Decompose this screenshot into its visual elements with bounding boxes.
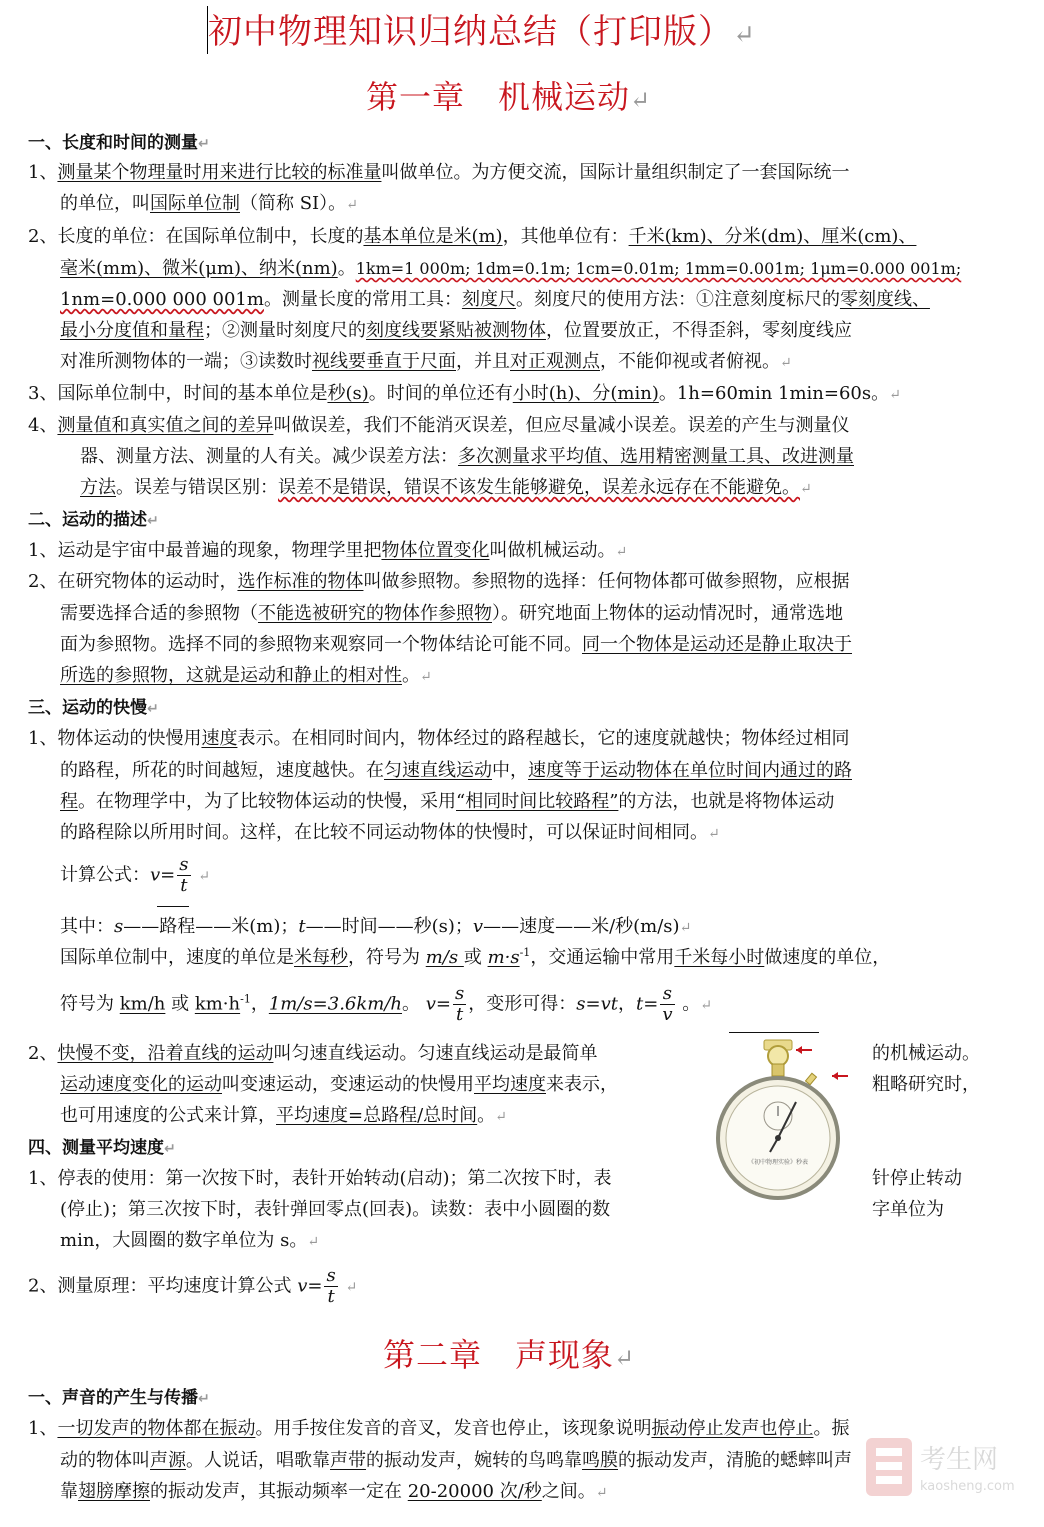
formula-rule (157, 906, 189, 907)
paragraph-line: 4、测量值和真实值之间的差异叫做误差，我们不能消灭误差，但应尽量减小误差。误差的产生与测量仪 (28, 415, 850, 436)
paragraph-line: 字单位为 (872, 1199, 944, 1220)
fraction-s-over-t: $\frac{s}{t}$ (326, 1265, 336, 1307)
svg-text:kaosheng.com: kaosheng.com (920, 1479, 1015, 1494)
paragraph-line: 2、在研究物体的运动时，选作标准的物体叫做参照物。参照物的选择：任何物体都可做参照物，应根据 (28, 571, 850, 592)
paragraph-line: 需要选择合适的参照物（不能选被研究的物体作参照物）。研究地面上物体的运动情况时，通常选地 (60, 603, 843, 624)
paragraph-line: 其中：s——路程——米(m)；t——时间——秒(s)；v——速度——米/秒(m/s)↵ (60, 916, 692, 937)
paragraph-line: 的路程，所花的时间越短，速度越快。在匀速直线运动中，速度等于运动物体在单位时间内通过的路 (60, 760, 852, 781)
section-heading: 三、运动的快慢↵ (28, 698, 159, 718)
paragraph-line: 也可用速度的公式来计算，平均速度=总路程/总时间。↵ (60, 1105, 507, 1126)
paragraph-line: 1、运动是宇宙中最普遍的现象，物理学里把物体位置变化叫做机械运动。↵ (28, 540, 628, 561)
paragraph-line: 1、物体运动的快慢用速度表示。在相同时间内，物体经过的路程越长，它的速度就越快；物体经过相同 (28, 728, 850, 749)
paragraph-line: 程。在物理学中，为了比较物体运动的快慢，采用“相同时间比较路程”的方法，也就是将物体运动 (60, 791, 835, 812)
paragraph-line: 最小分度值和量程；②测量时刻度尺的刻度线要紧贴被测物体，位置要放正，不得歪斜，零刻度线应 (60, 320, 852, 341)
paragraph-line: 粗略研究时， (872, 1074, 980, 1095)
paragraph-line: 的单位，叫国际单位制（简称 SI）。↵ (60, 193, 358, 214)
paragraph-line: 国际单位制中，速度的单位是米每秒，符号为 m/s 或 $m\cdot s^{-1}$，交通运输中常用千米每小时做速度的单位， (60, 946, 891, 968)
stopwatch-illustration (712, 1036, 862, 1206)
figure-rule (729, 1032, 819, 1033)
paragraph-line: 1nm=0.000 000 001m。测量长度的常用工具：刻度尺。刻度尺的使用方法：①注意刻度标尺的零刻度线、 (60, 289, 930, 310)
formula-line: 2、测量原理：平均速度计算公式 v= $\frac{s}{t}$ ↵ (28, 1265, 358, 1307)
paragraph-line: 运动速度变化的运动叫变速运动，变速运动的快慢用平均速度来表示， (60, 1074, 618, 1095)
kaosheng-watermark-logo (862, 1432, 1022, 1504)
chapter-1-title: 第一章 机械运动↵ (366, 78, 652, 116)
chapter-2-title: 第二章 声现象↵ (383, 1336, 636, 1374)
paragraph-line: 3、国际单位制中，时间的基本单位是秒(s)。时间的单位还有小时(h)、分(min)。1h=60min 1min=60s。↵ (28, 383, 901, 404)
paragraph-line: 1、一切发声的物体都在振动。用手按住发音的音叉，发音也停止，该现象说明振动停止发声也停止。振 (28, 1418, 850, 1439)
fraction-s-over-v: $\frac{s}{v}$ (662, 983, 673, 1025)
section-heading: 一、声音的产生与传播↵ (28, 1388, 210, 1408)
paragraph-line: 面为参照物。选择不同的参照物来观察同一个物体结论可能不同。同一个物体是运动还是静止取决于 (60, 634, 852, 655)
paragraph-line: 动的物体叫声源。人说话，唱歌靠声带的振动发声，婉转的鸟鸣靠鸣膜的振动发声，清脆的蟋蟀叫声 (60, 1450, 852, 1471)
paragraph-line: 针停止转动 (872, 1168, 962, 1189)
paragraph-line: 的路程除以所用时间。这样，在比较不同运动物体的快慢时，可以保证时间相同。↵ (60, 822, 720, 843)
paragraph-line: 器、测量方法、测量的人有关。减少误差方法：多次测量求平均值、选用精密测量工具、改进测量 (80, 446, 854, 467)
paragraph-line: 毫米(mm)、微米(μm)、纳米(nm)。1km=1 000m; 1dm=0.1m; 1cm=0.01m; 1mm=0.001m; 1μm=0.000 001m; (60, 258, 962, 279)
fraction-s-over-t: $\frac{s}{t}$ (455, 983, 465, 1025)
doc-title: 初中物理知识归纳总结（打印版）↵ (208, 12, 756, 52)
fraction-s-over-t: $\frac{s}{t}$ (179, 854, 189, 896)
paragraph-line: 1、停表的使用：第一次按下时，表针开始转动(启动)；第二次按下时，表 (28, 1168, 612, 1189)
paragraph-line: 对准所测物体的一端；③读数时视线要垂直于尺面，并且对正观测点，不能仰视或者俯视。↵ (60, 351, 792, 372)
paragraph-line: 所选的参照物，这就是运动和静止的相对性。↵ (60, 665, 432, 686)
svg-text:《初中物理实验》秒表: 《初中物理实验》秒表 (747, 1159, 809, 1166)
paragraph-line: 2、快慢不变，沿着直线的运动叫匀速直线运动。匀速直线运动是最简单 (28, 1043, 598, 1064)
section-heading: 一、长度和时间的测量↵ (28, 133, 210, 153)
formula-line: 计算公式：v= $\frac{s}{t}$ ↵ (60, 854, 210, 896)
section-heading: 二、运动的描述↵ (28, 510, 159, 530)
paragraph-line: min，大圆圈的数字单位为 s。↵ (60, 1230, 320, 1251)
section-heading: 四、测量平均速度↵ (28, 1138, 176, 1158)
paragraph-line: (停止)；第三次按下时，表针弹回零点(回表)。读数：表中小圆圈的数 (60, 1199, 611, 1220)
paragraph-line: 2、长度的单位：在国际单位制中，长度的基本单位是米(m)，其他单位有：千米(km)、分米(dm)、厘米(cm)、 (28, 226, 917, 247)
paragraph-line: 1、测量某个物理量时用来进行比较的标准量叫做单位。为方便交流，国际计量组织制定了一套国际统一 (28, 162, 850, 183)
formula-line: 符号为 km/h 或 $km\cdot h^{-1}$，1m/s=3.6km/h。 v= $\frac{s}{t}$ ，变形可得：s=vt，t= $\frac{s}{v}$ 。↵ (60, 983, 712, 1025)
paragraph-line: 靠翅膀摩擦的振动发声，其振动频率一定在 20-20000 次/秒之间。↵ (60, 1481, 608, 1502)
svg-text:考生网: 考生网 (920, 1445, 999, 1475)
paragraph-line: 的机械运动。 (872, 1043, 980, 1064)
paragraph-line: 方法。误差与错误区别：误差不是错误，错误不该发生能够避免，误差永远存在不能避免。↵ (80, 477, 812, 498)
